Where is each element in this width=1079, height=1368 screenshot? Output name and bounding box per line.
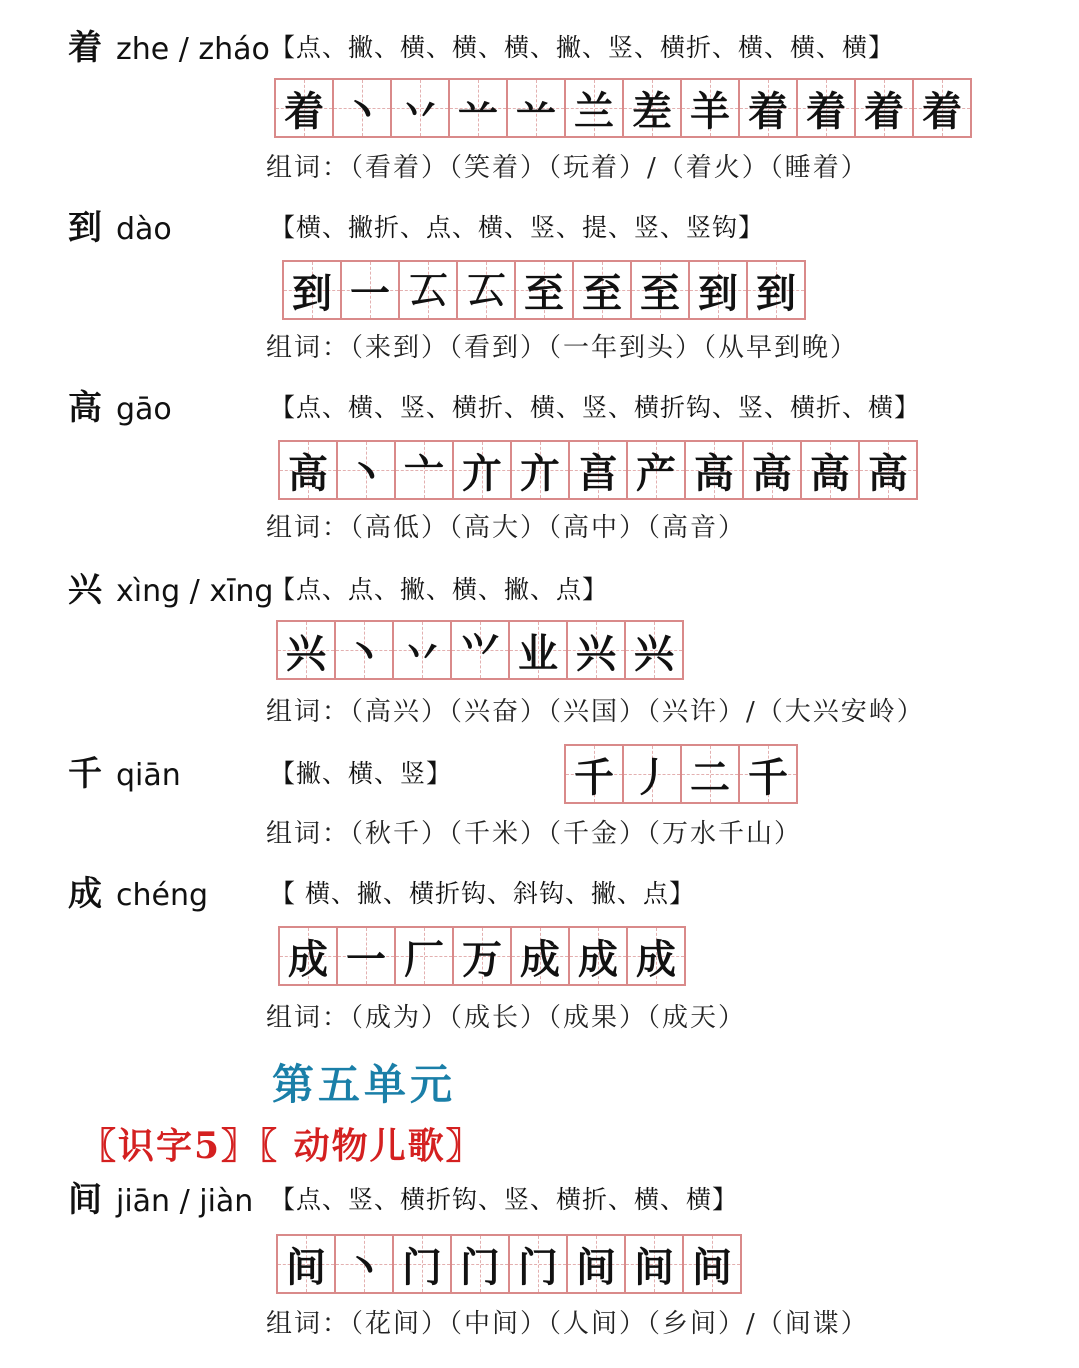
entry-pinyin: xìng / xīng [116,574,274,609]
grid-cell: 丷 [392,80,450,136]
stroke-grid [278,440,918,500]
entry-pinyin: chéng [116,878,209,913]
grid-cell: 门 [452,1236,510,1292]
grid-cell: 丶 [336,622,394,678]
entry-heading-xing [68,572,273,610]
grid-cell: 成 [570,928,628,984]
grid-cell: 至 [574,262,632,318]
grid-cell: 厂 [396,928,454,984]
grid-cell: 亣 [454,442,512,498]
word-list: 组词：（成为）（成长）（成果）（成天） [266,1003,747,1033]
entry-heading-dao [68,210,172,248]
grid-cell: 二 [682,746,740,802]
entry-heading-gao [68,390,172,428]
word-list: 组词：（秋千）（千米）（千金）（万水千山） [266,819,803,849]
grid-cell: 万 [454,928,512,984]
stroke-grid [276,1234,742,1294]
entry-char: 间 [68,1180,102,1220]
grid-cell: 兴 [626,622,682,678]
stroke-order: 【点、点、撇、横、撇、点】 [270,575,609,604]
grid-cell: 丶 [338,442,396,498]
stroke-order: 【点、撇、横、横、横、撇、竖、横折、横、横、横】 [270,33,895,62]
grid-cell: 一 [342,262,400,318]
grid-cell: 间 [278,1236,336,1292]
grid-cell: 高 [860,442,916,498]
grid-cell: 间 [568,1236,626,1292]
grid-cell: 一 [338,928,396,984]
grid-cell: 兰 [566,80,624,136]
grid-cell: 亣 [512,442,570,498]
stroke-grid [278,926,686,986]
grid-cell: 门 [394,1236,452,1292]
grid-cell: 千 [566,746,624,802]
grid-cell: 门 [510,1236,568,1292]
grid-cell: 𠫔 [458,262,516,318]
grid-cell: 成 [512,928,570,984]
grid-cell: 丷 [394,622,452,678]
entry-char: 到 [68,208,102,248]
stroke-order: 【横、撇折、点、横、竖、提、竖、竖钩】 [270,213,765,242]
entry-char: 着 [68,28,102,68]
grid-cell: 产 [628,442,686,498]
grid-cell: 𠫔 [400,262,458,318]
entry-heading-qian [68,756,181,794]
grid-cell: 成 [280,928,338,984]
grid-cell: 丶 [336,1236,394,1292]
word-list: 组词：（高低）（高大）（高中）（高音） [266,513,747,543]
stroke-grid [276,620,684,680]
grid-cell: 亠 [396,442,454,498]
unit-title: 第五单元 [272,1060,457,1109]
grid-cell: 着 [914,80,970,136]
grid-cell: 丶 [334,80,392,136]
grid-cell: 亯 [570,442,628,498]
stroke-order: 【点、竖、横折钩、竖、横折、横、横】 [270,1185,739,1214]
entry-pinyin: dào [116,212,172,247]
stroke-order: 【点、横、竖、横折、横、竖、横折钩、竖、横折、横】 [270,393,921,422]
grid-cell: 到 [284,262,342,318]
stroke-order: 【 横、撇、横折钩、斜钩、撇、点】 [270,879,695,908]
grid-cell: 高 [802,442,860,498]
grid-cell: 䒑 [450,80,508,136]
entry-heading-cheng [68,876,208,914]
grid-cell: 羊 [682,80,740,136]
grid-cell: 千 [740,746,796,802]
word-list: 组词：（看着）（笑着）（玩着）/（着火）（睡着） [266,153,869,183]
grid-cell: 䒑 [508,80,566,136]
entry-char: 兴 [68,570,102,610]
entry-heading-jian [68,1182,253,1220]
stroke-grid [282,260,806,320]
word-list: 组词：（来到）（看到）（一年到头）（从早到晚） [266,333,859,363]
lesson-title: 〖识字5〗〖 动物儿歌〗 [80,1125,484,1167]
entry-char: 高 [68,388,102,428]
grid-cell: 至 [516,262,574,318]
grid-cell: 着 [856,80,914,136]
grid-cell: 高 [744,442,802,498]
entry-char: 千 [68,754,102,794]
entry-heading-zhe [68,30,270,68]
grid-cell: 高 [280,442,338,498]
grid-cell: 着 [798,80,856,136]
entry-pinyin: zhe / zháo [116,32,270,67]
stroke-order: 【撇、横、竖】 [270,759,453,788]
entry-char: 成 [68,874,102,914]
grid-cell: 兴 [568,622,626,678]
entry-pinyin: gāo [116,392,172,427]
stroke-grid [274,78,972,138]
grid-cell: 着 [740,80,798,136]
grid-cell: 到 [690,262,748,318]
grid-cell: 间 [626,1236,684,1292]
entry-pinyin: qiān [116,758,181,793]
grid-cell: 差 [624,80,682,136]
grid-cell: 至 [632,262,690,318]
grid-cell: 业 [510,622,568,678]
grid-cell: ⺍ [452,622,510,678]
grid-cell: 丿 [624,746,682,802]
word-list: 组词：（高兴）（兴奋）（兴国）（兴许）/（大兴安岭） [266,697,925,727]
grid-cell: 间 [684,1236,740,1292]
word-list: 组词：（花间）（中间）（人间）（乡间）/（间谍） [266,1309,869,1339]
grid-cell: 成 [628,928,684,984]
grid-cell: 高 [686,442,744,498]
entry-pinyin: jiān / jiàn [116,1184,254,1219]
grid-cell: 着 [276,80,334,136]
stroke-grid [564,744,798,804]
grid-cell: 兴 [278,622,336,678]
grid-cell: 到 [748,262,804,318]
